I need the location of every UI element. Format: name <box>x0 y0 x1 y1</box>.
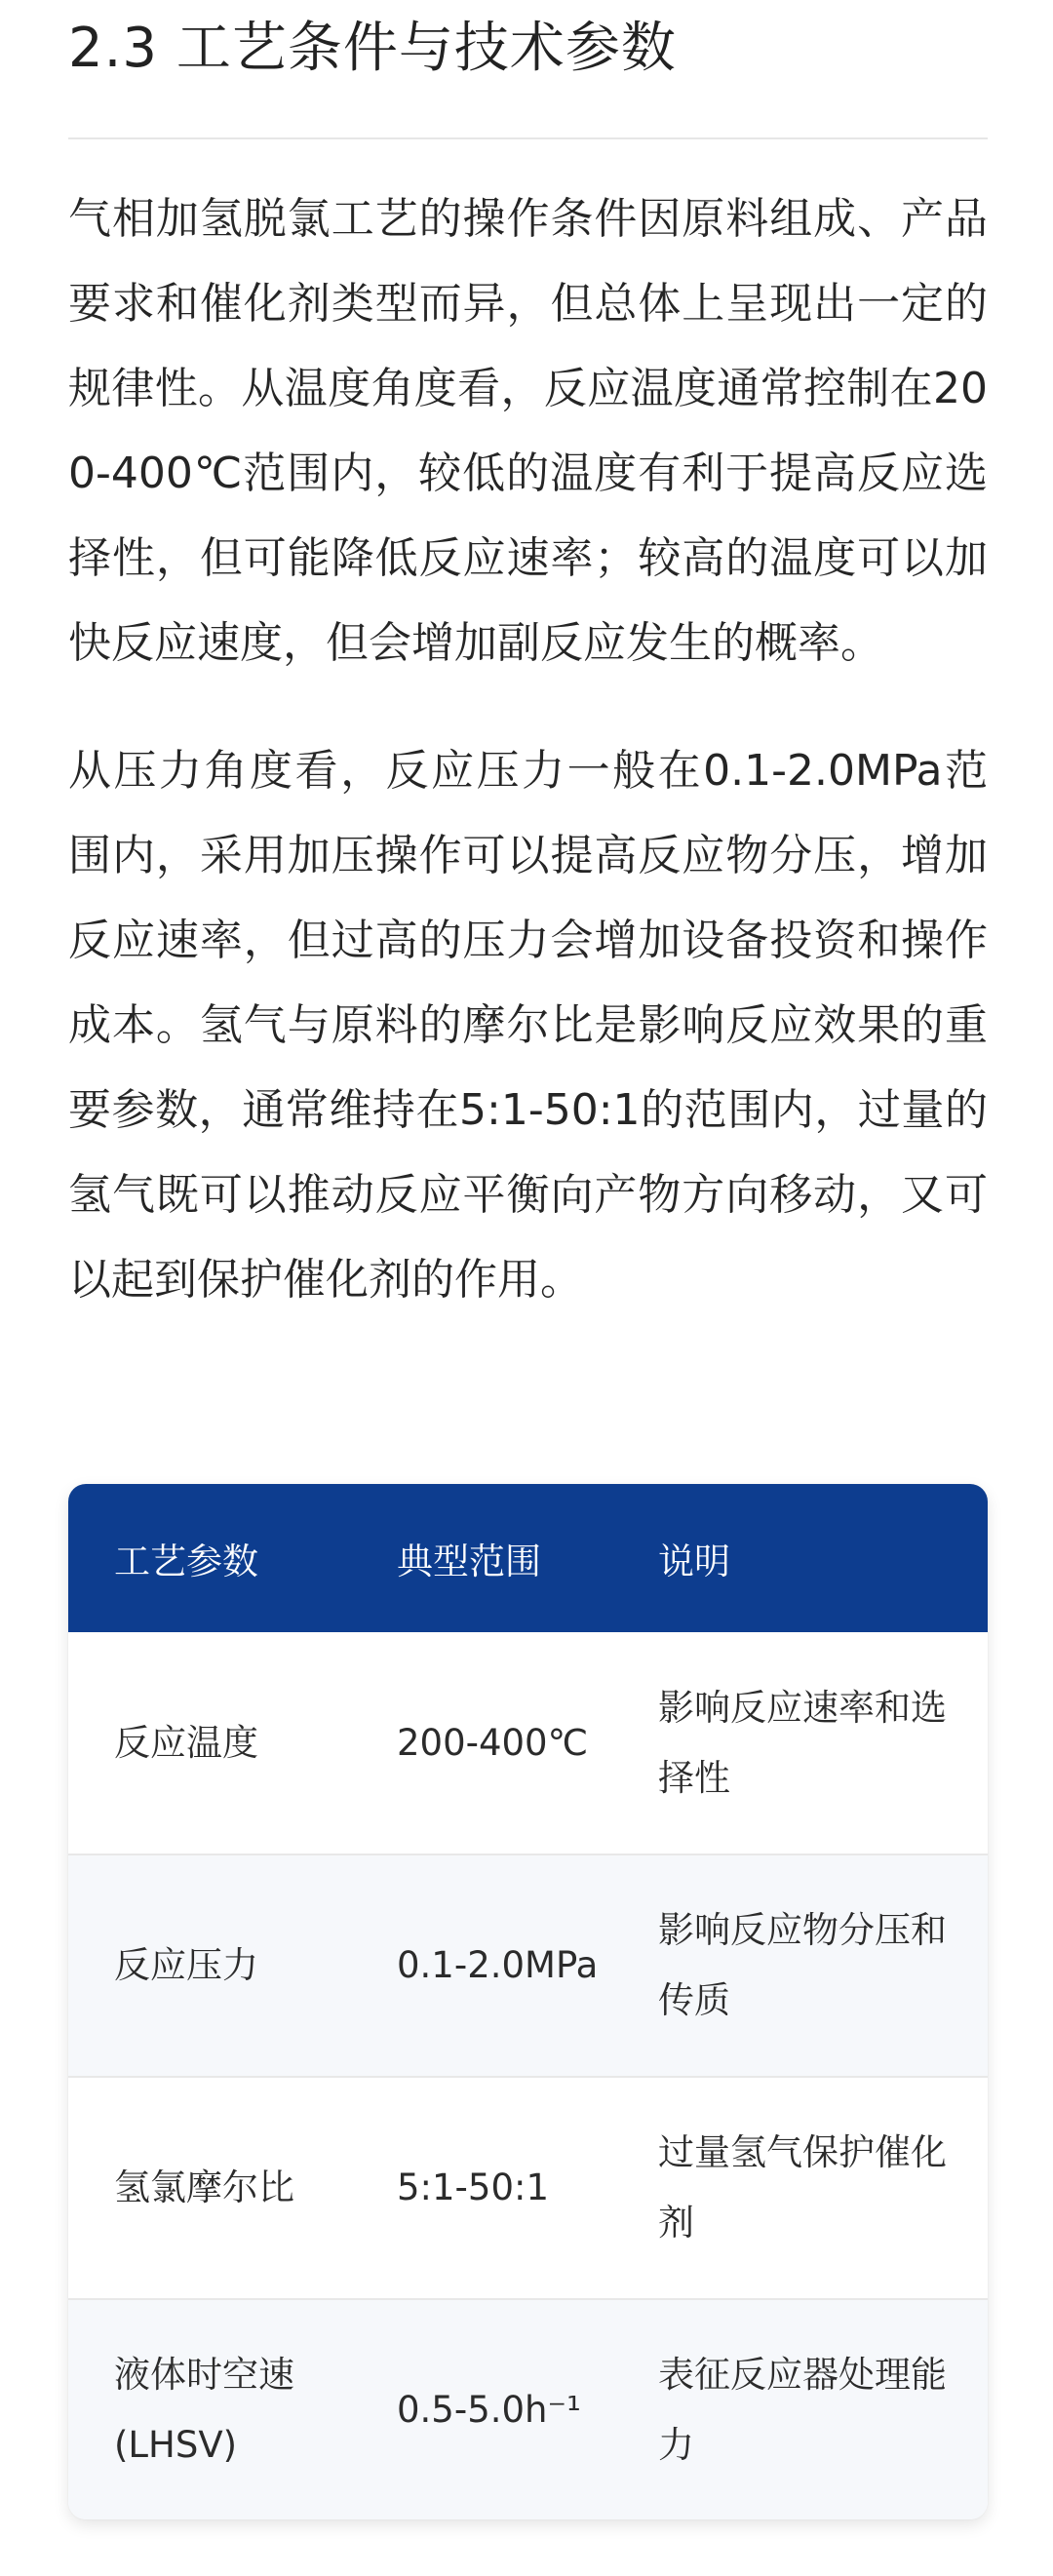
table-row <box>68 2299 988 2519</box>
parameter-table-card <box>68 1484 988 2519</box>
cell-desc: 影响反应物分压和传质 <box>658 1909 947 2021</box>
table-row <box>68 2077 988 2299</box>
cell-param: 氢氯摩尔比 <box>114 2166 294 2208</box>
cell-range: 200-400℃ <box>397 1721 589 1764</box>
paragraph-temperature: 气相加氢脱氯工艺的操作条件因原料组成、产品要求和催化剂类型而异，但总体上呈现出一定的规律性。从温度角度看，反应温度通常控制在200-400℃范围内，较低的温度有利于提高反应选择性，但可能降低反应速率；较高的温度可以加快反应速度，但会增加副反应发生的概率。 <box>68 194 988 668</box>
header-param: 工艺参数 <box>114 1541 258 1582</box>
cell-param: 反应压力 <box>114 1944 258 1986</box>
cell-param: 反应温度 <box>114 1721 258 1764</box>
cell-range: 0.5-5.0h⁻¹ <box>397 2388 581 2431</box>
table-header-row <box>68 1484 988 1632</box>
title-divider <box>68 137 988 139</box>
cell-range: 0.1-2.0MPa <box>397 1944 599 1986</box>
cell-param: 液体时空速(LHSV) <box>114 2353 294 2466</box>
header-desc: 说明 <box>658 1541 730 1582</box>
header-range: 典型范围 <box>397 1541 541 1582</box>
paragraph-pressure: 从压力角度看，反应压力一般在0.1-2.0MPa范围内，采用加压操作可以提高反应物分压，增加反应速率，但过高的压力会增加设备投资和操作成本。氢气与原料的摩尔比是影响反应效果的重要参数，通常维持在5:1-50:1的范围内，过量的氢气既可以推动反应平衡向产物方向移动，又可以起到保护催化剂的作用。 <box>68 746 988 1305</box>
section-title: 2.3 工艺条件与技术参数 <box>68 17 677 80</box>
article-section <box>68 0 988 2466</box>
parameter-table <box>68 1484 988 2519</box>
cell-desc: 影响反应速率和选择性 <box>658 1686 947 1799</box>
cell-range: 5:1-50:1 <box>397 2166 549 2208</box>
cell-desc: 表征反应器处理能力 <box>658 2353 947 2466</box>
table-row <box>68 1854 988 2077</box>
table-row <box>68 1632 988 1854</box>
cell-desc: 过量氢气保护催化剂 <box>658 2131 947 2244</box>
